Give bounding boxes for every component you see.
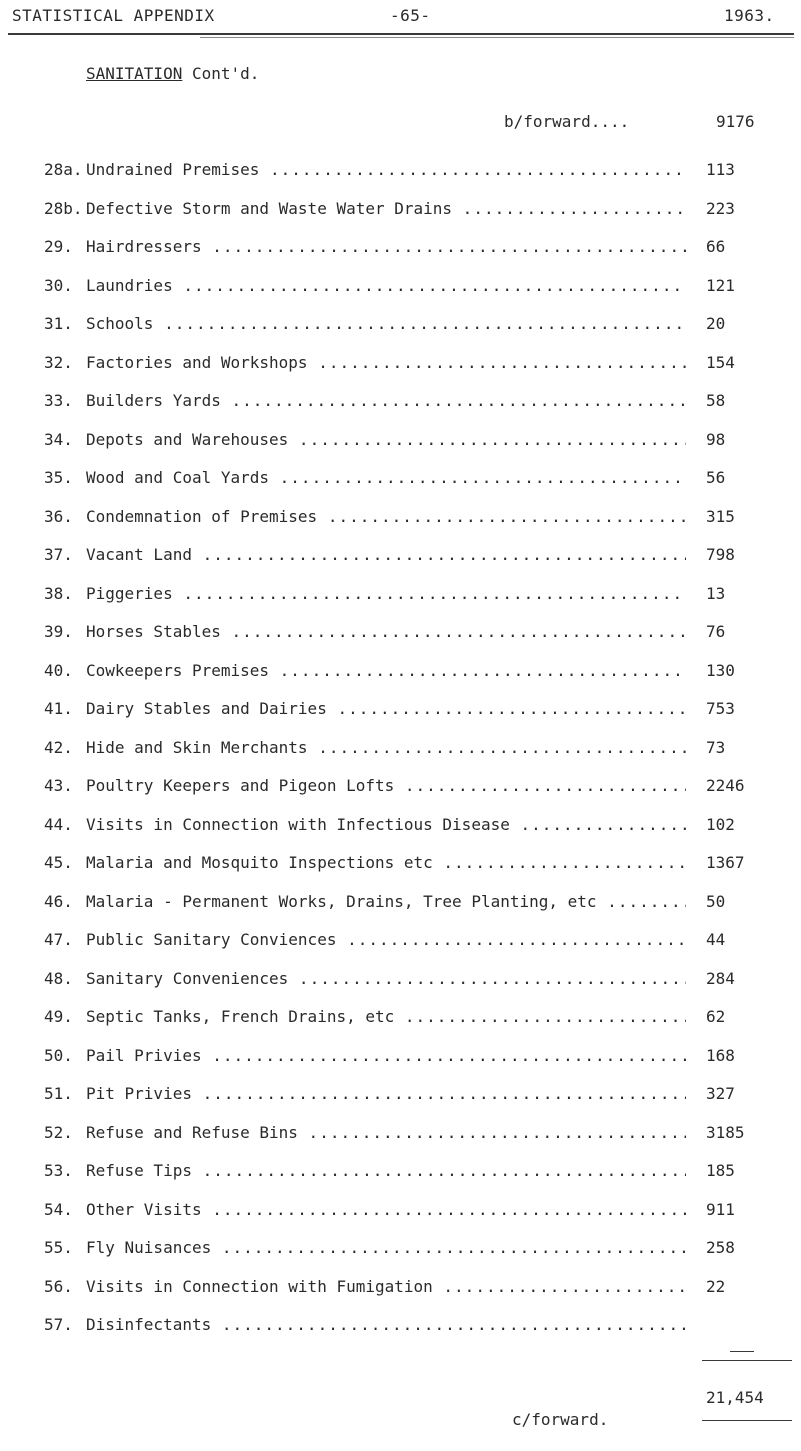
item-number: 42. (44, 737, 73, 757)
list-item (0, 353, 801, 392)
item-number: 44. (44, 814, 73, 834)
item-value: 2246 (706, 776, 745, 795)
carried-forward-label: c/forward. (512, 1410, 609, 1429)
header-rule-secondary (200, 37, 794, 38)
item-value: 130 (706, 660, 735, 680)
item-value: 798 (706, 545, 735, 564)
section-title-suffix: Cont'd. (191, 64, 260, 83)
header-year: 1963. (724, 6, 775, 25)
item-value: 62 (706, 1007, 726, 1026)
item-label: Wood and Coal Yards ..... (86, 468, 686, 487)
item-label: Refuse Tips ..... (86, 1161, 686, 1180)
item-number: 51. (44, 1084, 73, 1103)
item-number: 56. (44, 1276, 73, 1296)
item-value: 911 (706, 1199, 735, 1219)
nil-dash (730, 1351, 754, 1352)
item-value: 20 (706, 314, 726, 333)
item-label: Horses Stables ..... (86, 622, 686, 641)
list-item (0, 1161, 801, 1200)
list-item (0, 237, 801, 276)
item-label: Poultry Keepers and Pigeon Lofts ..... (86, 776, 686, 795)
item-value: 58 (706, 391, 726, 410)
item-number: 43. (44, 776, 73, 795)
item-number: 50. (44, 1045, 73, 1065)
item-value: 223 (706, 198, 735, 218)
item-number: 55. (44, 1238, 73, 1257)
item-number: 53. (44, 1161, 73, 1180)
list-item (0, 930, 801, 969)
list-item (0, 1277, 801, 1316)
list-item (0, 1123, 801, 1162)
list-item (0, 1084, 801, 1123)
item-value: 168 (706, 1045, 735, 1065)
list-item (0, 1200, 801, 1239)
item-label: Disinfectants ..... (86, 1315, 686, 1334)
item-value: 76 (706, 622, 726, 641)
list-item (0, 815, 801, 854)
item-number: 33. (44, 391, 73, 410)
item-label: Cowkeepers Premises ..... (86, 661, 686, 680)
item-label: Septic Tanks, French Drains, etc ..... (86, 1007, 686, 1026)
list-item (0, 699, 801, 738)
item-value: 66 (706, 237, 726, 256)
item-label: Piggeries ..... (86, 584, 686, 603)
item-value: 315 (706, 506, 735, 526)
item-value: 753 (706, 699, 735, 718)
item-number: 39. (44, 622, 73, 641)
section-title-main: SANITATION (86, 64, 183, 83)
item-number: 32. (44, 352, 73, 372)
item-label: Malaria - Permanent Works, Drains, Tree Planting, etc ..... (86, 892, 686, 911)
header-rule (8, 33, 794, 35)
list-item (0, 391, 801, 430)
item-number: 48. (44, 968, 73, 988)
item-value: 154 (706, 352, 735, 372)
item-value: 327 (706, 1084, 735, 1103)
list-item (0, 160, 801, 199)
item-value: 3185 (706, 1122, 745, 1142)
sanitation-items-list (0, 160, 801, 1354)
item-value: 73 (706, 737, 726, 757)
item-value: 1367 (706, 853, 745, 872)
list-item (0, 1238, 801, 1277)
list-item (0, 276, 801, 315)
list-item (0, 1007, 801, 1046)
item-number: 28a. (44, 160, 83, 179)
item-number: 28b. (44, 198, 83, 218)
item-value: 98 (706, 429, 726, 449)
item-number: 34. (44, 429, 73, 449)
grand-total-value: 21,454 (706, 1388, 764, 1407)
item-number: 36. (44, 506, 73, 526)
item-number: 30. (44, 275, 73, 295)
item-value: 50 (706, 891, 726, 911)
item-number: 40. (44, 660, 73, 680)
item-number: 37. (44, 545, 73, 564)
list-item (0, 776, 801, 815)
item-number: 45. (44, 853, 73, 872)
item-label: Defective Storm and Waste Water Drains ..... (86, 199, 686, 218)
brought-forward-value: 9176 (716, 112, 755, 131)
item-value: 121 (706, 275, 735, 295)
item-label: Factories and Workshops ..... (86, 353, 686, 372)
list-item (0, 661, 801, 700)
item-value: 13 (706, 583, 726, 603)
section-title (86, 64, 259, 83)
item-label: Builders Yards ..... (86, 391, 686, 410)
item-number: 38. (44, 583, 73, 603)
item-number: 46. (44, 891, 73, 911)
item-label: Schools ..... (86, 314, 686, 333)
page-number: -65- (390, 6, 431, 25)
list-item (0, 584, 801, 623)
item-number: 57. (44, 1315, 73, 1334)
list-item (0, 892, 801, 931)
item-label: Other Visits ..... (86, 1200, 686, 1219)
item-label: Visits in Connection with Infectious Disease ..... (86, 815, 686, 834)
item-label: Fly Nuisances ..... (86, 1238, 686, 1257)
item-number: 52. (44, 1122, 73, 1142)
list-item (0, 507, 801, 546)
list-item (0, 545, 801, 584)
item-label: Depots and Warehouses ..... (86, 430, 686, 449)
list-item (0, 1315, 801, 1354)
item-label: Malaria and Mosquito Inspections etc ..... (86, 853, 686, 872)
item-label: Undrained Premises ..... (86, 160, 686, 179)
list-item (0, 1046, 801, 1085)
item-value: 102 (706, 814, 735, 834)
item-number: 49. (44, 1007, 73, 1026)
item-value: 284 (706, 968, 735, 988)
item-number: 47. (44, 930, 73, 949)
list-item (0, 622, 801, 661)
item-label: Sanitary Conveniences ..... (86, 969, 686, 988)
item-number: 31. (44, 314, 73, 333)
item-label: Public Sanitary Conviences ..... (86, 930, 686, 949)
item-label: Hairdressers ..... (86, 237, 686, 256)
list-item (0, 314, 801, 353)
item-value: 56 (706, 468, 726, 487)
item-label: Hide and Skin Merchants ..... (86, 738, 686, 757)
item-number: 41. (44, 699, 73, 718)
item-label: Refuse and Refuse Bins ..... (86, 1123, 686, 1142)
item-value: 258 (706, 1238, 735, 1257)
total-rule (702, 1360, 792, 1361)
list-item (0, 468, 801, 507)
item-label: Condemnation of Premises ..... (86, 507, 686, 526)
item-label: Laundries ..... (86, 276, 686, 295)
item-label: Pail Privies ..... (86, 1046, 686, 1065)
item-value: 113 (706, 160, 735, 179)
item-label: Visits in Connection with Fumigation ..... (86, 1277, 686, 1296)
item-value: 185 (706, 1161, 735, 1180)
list-item (0, 199, 801, 238)
item-number: 35. (44, 468, 73, 487)
item-value: 22 (706, 1276, 726, 1296)
total-underline (702, 1420, 792, 1421)
item-label: Vacant Land ..... (86, 545, 686, 564)
header-appendix-title: STATISTICAL APPENDIX (12, 6, 215, 25)
list-item (0, 430, 801, 469)
list-item (0, 969, 801, 1008)
list-item (0, 853, 801, 892)
item-label: Dairy Stables and Dairies ..... (86, 699, 686, 718)
item-label: Pit Privies ..... (86, 1084, 686, 1103)
list-item (0, 738, 801, 777)
item-number: 54. (44, 1199, 73, 1219)
item-number: 29. (44, 237, 73, 256)
item-value: 44 (706, 930, 726, 949)
brought-forward-label: b/forward.... (504, 112, 630, 131)
